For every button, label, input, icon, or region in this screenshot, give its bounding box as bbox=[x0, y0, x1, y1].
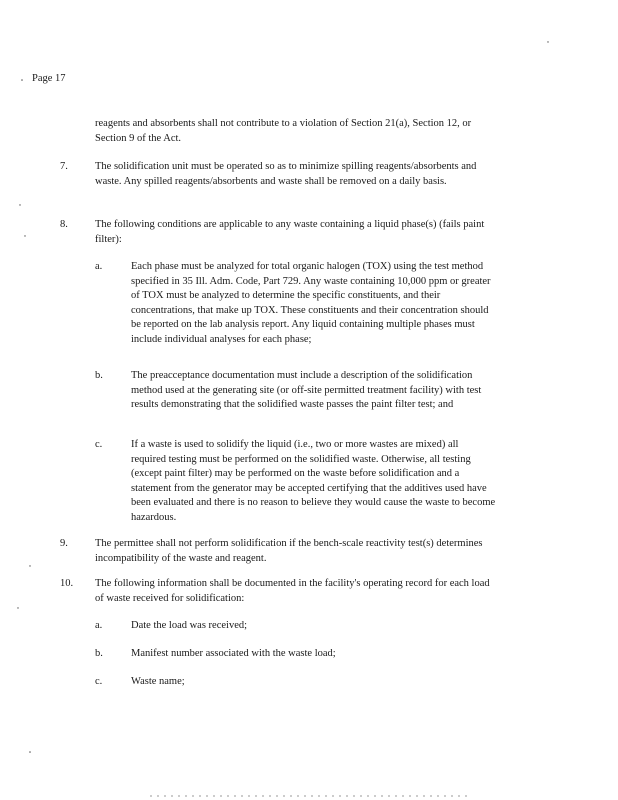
subitem-text: Date the load was received; bbox=[131, 620, 248, 631]
item-text: The following conditions are applicable to any waste containing a liquid phase(s) (fails paint filter): bbox=[95, 219, 485, 245]
item-number: 9. bbox=[60, 538, 68, 549]
subitem-text: Each phase must be analyzed for total organic halogen (TOX) using the test method specified in 35 Ill. Adm. Code, Part 729. Any waste containing 10,000 ppm or greater of TOX must be analyzed to determine the specific constituents, and their concentrations, that make up TOX. These constituents and their concentration should be reported on the lab analysis report. Any liquid containing multiple phases must include individual analyses for each phase; bbox=[131, 261, 491, 345]
scan-speck bbox=[24, 235, 25, 236]
subitem-letter: a. bbox=[95, 620, 103, 631]
scan-speck bbox=[21, 79, 23, 81]
subitem-text: If a waste is used to solidify the liquid (i.e., two or more wastes are mixed) all required testing must be performed on the solidified waste. Otherwise, all testing (except paint filter) may be performed on the waste before solidification and a statement from the generator may be accepted certifying that the additives used have been evaluated and there is no reason to believe they would cause the waste to become hazardous. bbox=[131, 439, 496, 523]
item-number: 8. bbox=[60, 219, 68, 230]
subitem-letter: b. bbox=[95, 648, 103, 659]
subitem-letter: b. bbox=[95, 370, 103, 381]
subitem-text: Waste name; bbox=[131, 676, 185, 687]
scan-speck bbox=[547, 41, 548, 42]
scan-speck bbox=[19, 204, 20, 205]
item-text: The solidification unit must be operated so as to minimize spilling reagents/absorbents and waste. Any spilled reagents/absorbents and waste shall be removed on a daily basis. bbox=[95, 161, 477, 187]
subitem-text: The preacceptance documentation must include a description of the solidification method used at the generating site (or off-site permitted treatment facility) with test results demonstrating that the solidified waste passes the paint filter test; and bbox=[131, 370, 482, 410]
item-text: The permittee shall not perform solidification if the bench-scale reactivity test(s) determines incompatibility of the waste and reagent. bbox=[95, 538, 483, 564]
subitem-letter: a. bbox=[95, 261, 103, 272]
scan-speck bbox=[17, 607, 18, 608]
item-number: 10. bbox=[60, 578, 74, 589]
scan-speck bbox=[29, 751, 31, 753]
subitem-text: Manifest number associated with the waste load; bbox=[131, 648, 336, 659]
subitem-letter: c. bbox=[95, 439, 103, 450]
item-text: The following information shall be documented in the facility's operating record for each load of waste received for solidification: bbox=[95, 578, 490, 604]
scan-speck bbox=[29, 565, 30, 566]
item-number: 7. bbox=[60, 161, 68, 172]
continuation-paragraph: reagents and absorbents shall not contribute to a violation of Section 21(a), Section 12, or Section 9 of the Act. bbox=[95, 118, 472, 144]
subitem-letter: c. bbox=[95, 676, 103, 687]
page-number: Page 17 bbox=[32, 73, 66, 84]
